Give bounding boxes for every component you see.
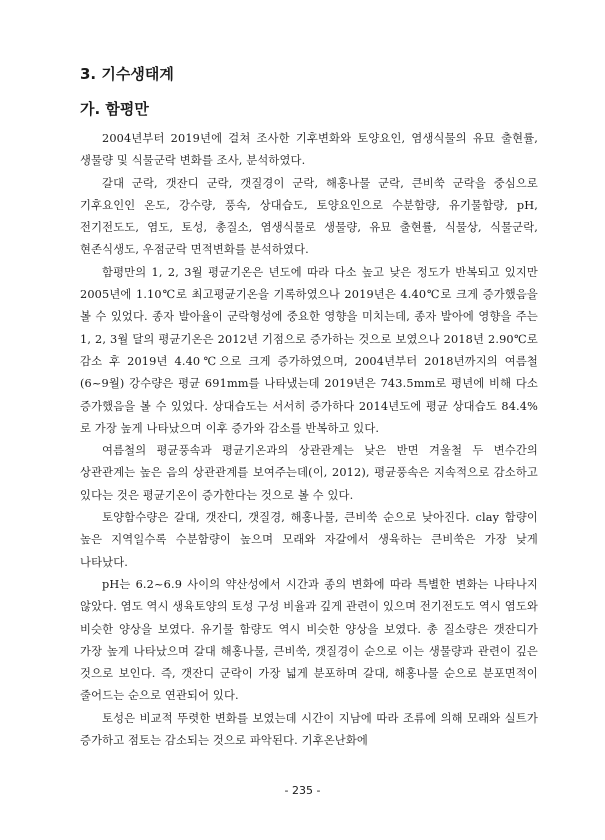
paragraph-2: 갈대 군락, 갯잔디 군락, 갯질경이 군락, 해홍나물 군락, 큰비쑥 군락을 중심으로 기후요인인 온도, 강수량, 풍속, 상대습도, 토양요인으로 수분함량, 유기물함량, pH, 전기전도도, 염도, 토성, 총질소, 염생식물로 생물량, 유묘 출현률, 식물상, 식물군락, 현존식생도, 우점군락 면적변화를 분석하였다. <box>80 176 538 257</box>
paragraph-4: 여름철의 평균풍속과 평균기온과의 상관관계는 낮은 반면 겨울철 두 변수간의 상관관계는 높은 음의 상관관계를 보여주는데(이, 2012), 평균풍속은 지속적으로 감소하고 있다는 것은 평균기온이 증가한다는 것으로 볼 수 있다. <box>80 444 538 502</box>
paragraph-7: 토성은 비교적 뚜렷한 변화를 보였는데 시간이 지남에 따라 조류에 의해 모래와 실트가 증가하고 점토는 감소되는 것으로 파악된다. 기후온난화에 <box>80 711 538 748</box>
paragraph-1: 2004년부터 2019년에 걸쳐 조사한 기후변화와 토양요인, 염생식물의 유묘 출현률, 생물량 및 식물군락 변화를 조사, 분석하였다. <box>80 132 538 168</box>
paragraph-3: 함평만의 1, 2, 3월 평균기온은 년도에 따라 다소 높고 낮은 정도가 반복되고 있지만 2005년에 1.10℃로 최고평균기온을 기록하였으나 2019년은 4.40℃로 크게 증가했음을 볼 수 있었다. 종자 발아율이 군락형성에 중요한 영향을 미치는데, 종자 발아에 영향을 주는 1, 2, 3월 달의 평균기온은 2012년 기점으로 증가하는 것으로 보였으나 2018년 2.90℃로 감소 후 2019년 4.40℃으로 크게 증가하였으며, 2004년부터 2018년까지의 여름철(6~9월) 강수량은 평균 691mm를 나타냈는데 2019년은 743.5mm로 평년에 비해 다소 증가했음을 볼 수 있었다. 상대습도는 서서히 증가하다 2014년도에 평균 상대습도 84.4%로 가장 높게 나타났으며 이후 증가와 감소를 반복하고 있다. <box>80 265 538 435</box>
paragraph-5: 토양함수량은 갈대, 갯잔디, 갯질경, 해홍나물, 큰비쑥 순으로 낮아진다. clay 함량이 높은 지역일수록 수분함량이 높으며 모래와 자갈에서 생육하는 큰비쑥은 가장 낮게 나타났다. <box>80 511 538 569</box>
section-title: 3. 기수생태계 <box>80 65 174 83</box>
paragraph-6: pH는 6.2~6.9 사이의 약산성에서 시간과 종의 변화에 따라 특별한 변화는 나타나지 않았다. 염도 역시 생육토양의 토성 구성 비율과 깊게 관련이 있으며 전기전도도 역시 염도와 비슷한 양상을 보였다. 유기물 함량도 역시 비슷한 양상을 보였다. 총 질소량은 갯잔디가 가장 높게 나타났으며 갈대 해홍나물, 큰비쑥, 갯질경이 순으로 이는 생물량과 관련이 깊은 것으로 보인다. 즉, 갯잔디 군락이 가장 넓게 분포하며 갈대, 해홍나물 순으로 분포면적이 줄어드는 순으로 연관되어 있다. <box>80 577 538 703</box>
page-number: - 235 - <box>284 784 321 797</box>
body-text <box>80 128 538 752</box>
subsection-title: 가. 함평만 <box>80 100 149 118</box>
